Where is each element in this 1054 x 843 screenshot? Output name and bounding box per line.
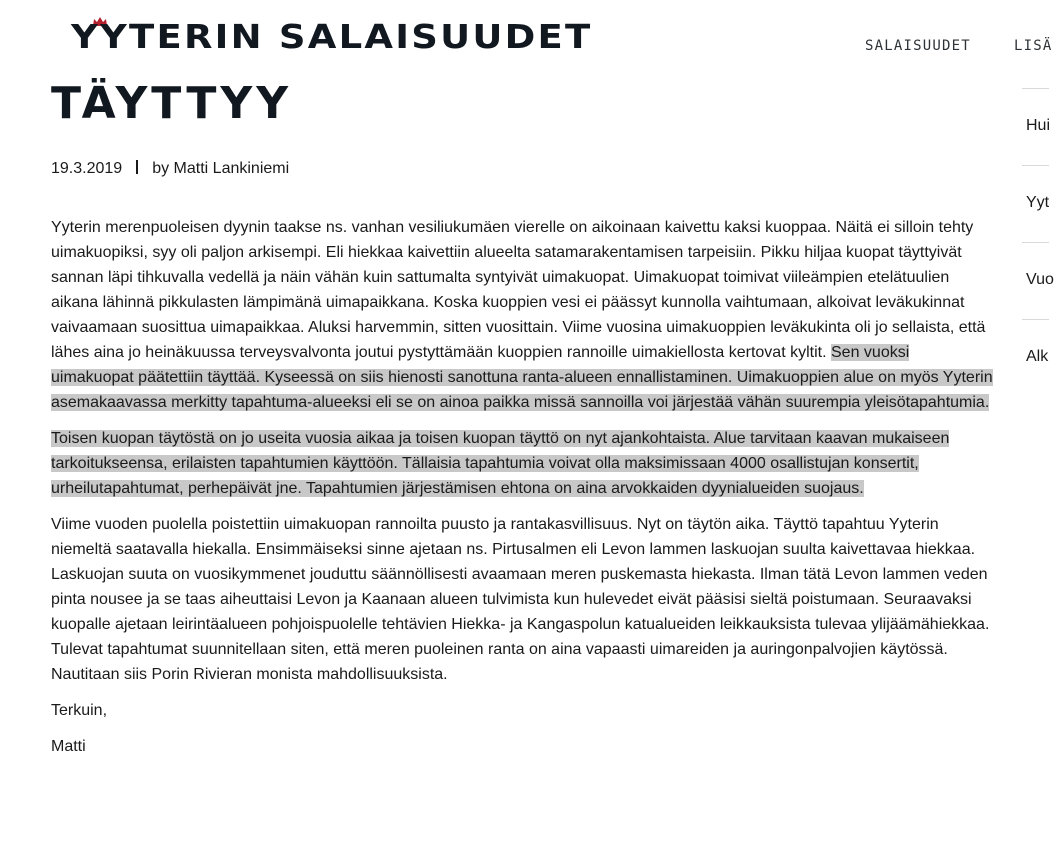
site-logo[interactable] <box>71 17 593 57</box>
sidebar-item-label[interactable]: Alk <box>1026 348 1049 365</box>
article-body <box>51 215 996 770</box>
post-date: 19.3.2019 <box>51 160 123 177</box>
author-link[interactable]: Matti Lankiniemi <box>173 160 290 177</box>
paragraph-1-text: Yyterin merenpuoleisen dyynin taakse ns. vanhan vesiliukumäen vierelle on aikoinaan kaivettu kaksi kuoppaa. Näitä ei silloin tehty uimakuopiksi, syy oli paljon arkisempi. Eli hiekkaa kaivettiin alueelta satamarakentamisen tarpeisiin. Pikku hiljaa kuopat täyttyivät sannan läpi tihkuvalla vedellä ja näin vähän kuin sattumalta syntyivät uimakuopat. Uimakuopat toimivat viileämpien etelätuulien aikana lähinnä pikkulasten lämpimänä uimapaikkana. Koska kuoppien vesi ei päässyt kunnolla vaihtumaan, alkoivat leväkukinnat vaivaamaan suosittua uimapaikkaa. Aluksi harvemmin, sitten vuosittain. Viime vuosina uimakuoppien leväkukinta oli jo sellaista, että lähes aina jo heinäkuussa terveysvalvonta joutui pystyttämään kuoppien rannoille uimakiellosta kertovat kyltit. <box>51 219 986 361</box>
paragraph-1 <box>51 215 996 415</box>
site-header <box>0 0 1053 78</box>
sidebar <box>1022 88 1054 396</box>
sidebar-item-label[interactable]: Yyt <box>1026 194 1050 211</box>
paragraph-3: Viime vuoden puolella poistettiin uimakuopan rannoilta puusto ja rantakasvillisuus. Nyt on täytön aika. Täyttö tapahtuu Yyterin niemeltä saatavalla hiekalla. Ensimmäiseksi sinne ajetaan ns. Pirtusalmen eli Levon lammen laskuojan suulta kaivettavaa hiekkaa. Laskuojan suuta on vuosikymmenet jouduttu säännöllisesti avaamaan meren puskemasta hiekasta. Ilman tätä Levon lammen veden pinta nousee ja se taas aiheuttaisi Levon ja Kaanaan alueen tulvimista kun hulevedet eivät pääsisi sieltä poistumaan. Seuraavaksi kuopalle ajetaan leirintäalueen pohjoispuolelle tehtävien Hiekka- ja Kangaspolun katualueiden leikkauksista tulevaa ylijäämähiekkaa. Tulevat tapahtumat suunnitellaan siten, että meren puoleinen ranta on aina vapaasti uimareiden ja auringonpalvojien käytössä. Nautitaan siis Porin Rivieran monista mahdollisuuksista. <box>51 516 990 683</box>
meta-divider <box>136 160 138 174</box>
sidebar-item[interactable] <box>1022 242 1054 319</box>
highlighted-text: Toisen kuopan täytöstä on jo useita vuosia aikaa ja toisen kuopan täyttö on nyt ajankohtaista. Alue tarvitaan kaavan mukaiseen tarkoitukseensa, erilaisten tapahtumien käyttöön. Tällaisia tapahtumia voivat olla maksimissaan 4000 osallistujan konsertit, urheilutapahtumat, perhepäivät jne. Tapahtumien järjestämisen ehtona on aina arvokkaiden dyynialueiden suojaus. <box>51 430 950 497</box>
paragraph-2 <box>51 426 996 501</box>
nav-link-lisaa[interactable]: LISÄ <box>1014 38 1053 54</box>
page-title: TÄYTTYY <box>51 78 293 129</box>
nav-link-salaisuudet[interactable]: SALAISUUDET <box>865 38 971 54</box>
sidebar-item-label[interactable]: Vuo <box>1026 271 1054 288</box>
highlighted-text: Sen vuoksi uimakuopat päätettiin täyttää. Kyseessä on siis hienosti sanottuna ranta-alueen ennallistaminen. Uimakuoppien alue on myös Yyterin asemakaavassa merkitty tapahtuma-alueeksi eli se on ainoa paikka missä sannoilla voi järjestää vähän suurempia yleisötapahtumia. <box>51 344 993 411</box>
logo-text: YYTERIN SALAISUUDET <box>71 17 593 56</box>
paragraph-signature: Matti <box>51 738 86 755</box>
sidebar-item[interactable] <box>1022 165 1049 242</box>
sidebar-item-label[interactable]: Hui <box>1026 117 1051 134</box>
sidebar-item[interactable] <box>1022 319 1049 396</box>
sidebar-item[interactable] <box>1022 88 1049 165</box>
by-label: by <box>152 160 170 177</box>
post-meta <box>51 158 289 180</box>
paragraph-greeting: Terkuin, <box>51 702 108 719</box>
